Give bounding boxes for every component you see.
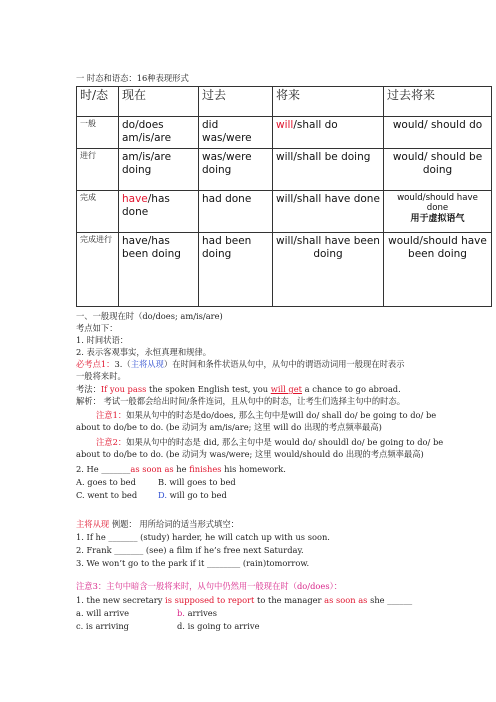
question: [76, 595, 412, 606]
table-cell-text: /has done: [122, 193, 170, 218]
highlight-text: as soon as: [324, 595, 368, 605]
text-span: 如果从句中的时态是 did, 那么主句中是 would do/ shouldl do/ be going to do/ be: [126, 437, 444, 447]
highlight-text: have: [122, 193, 148, 205]
text-line: 一般将来时。: [76, 371, 126, 381]
table-cell: will/shall have been doing: [273, 233, 384, 307]
option: d. is going to arrive: [177, 621, 260, 631]
row-label: 进行: [77, 149, 119, 191]
table-cell: had done: [199, 191, 273, 233]
text-line: 1. 时间状语：: [76, 335, 129, 345]
highlight-text: will: [276, 119, 294, 131]
note-label: 注意2：: [96, 437, 127, 447]
text-line: 2. 表示客观事实，永恒真理和规律。: [76, 347, 212, 357]
table-row: [77, 117, 492, 149]
note-heading: 注意3：主句中暗含一般将来时，从句中仍然用一般现在时（do/does）：: [76, 581, 343, 591]
note-line: [96, 410, 436, 421]
table-cell: would/should have been doing: [384, 233, 492, 307]
table-header: 将来: [273, 87, 384, 117]
table-cell-text: would/should have done: [397, 193, 478, 213]
table-cell: do/does am/is/are: [119, 117, 199, 149]
section-heading: 一 时态和语态：16种表现形式: [76, 73, 189, 83]
exercise-item: 2. Frank _______ (see) a film if he’s free next Saturday.: [76, 545, 304, 555]
table-cell: am/is/are doing: [119, 149, 199, 191]
text-line: about to do/be to do. (be 动词为 am/is/are; 这里 will do 出现的考点频率最高): [76, 422, 382, 432]
highlight-text: is supposed to report: [165, 595, 255, 605]
option: A. goes to bed: [76, 477, 136, 487]
exercise-title: [76, 519, 239, 530]
text-line: about to do/be to do. (be 动词为 was/were; 这里 would/should do 出现的考点频率最高): [76, 449, 424, 459]
table-row: [77, 233, 492, 307]
table-cell: will/shall be doing: [273, 149, 384, 191]
table-header: 时/态: [77, 87, 119, 117]
exercise-item: 3. We won’t go to the park if it ________ (rain)tomorrow.: [76, 558, 310, 568]
row-label: 一般: [77, 117, 119, 149]
text-line: 考点如下：: [76, 323, 118, 333]
table-cell: [384, 191, 492, 233]
key-point-label: 必考点1：: [76, 359, 115, 369]
table-cell-text: /shall do: [293, 119, 338, 131]
text-span: his homework.: [221, 464, 286, 474]
answer-marker: D.: [158, 490, 167, 500]
table-cell: would/ should do: [384, 117, 492, 149]
text-span: the spoken English test, you: [146, 384, 271, 394]
text-span: will go to bed: [167, 490, 227, 500]
highlight-text: If you pass: [100, 384, 147, 394]
table-cell: will/shall have done: [273, 191, 384, 233]
key-point: [76, 359, 405, 370]
text-span: arrives: [184, 608, 217, 618]
question: [76, 464, 286, 475]
table-cell: have/has been doing: [119, 233, 199, 307]
exercise-item: 1. If he _______ (study) harder, he will catch up with us soon.: [76, 532, 330, 542]
section-title: 一、一般现在时（do/does; am/is/are): [76, 311, 223, 321]
option: B. will goes to bed: [158, 477, 236, 487]
tense-table: [76, 86, 492, 307]
table-header: 过去: [199, 87, 273, 117]
key-term: 主将从现: [130, 359, 164, 369]
row-label: 完成: [77, 191, 119, 233]
table-row: [77, 149, 492, 191]
highlight-text: will get: [270, 384, 302, 394]
highlight-text: 主将从现: [76, 519, 110, 529]
example-label: 考法：: [76, 384, 101, 394]
table-cell: [273, 117, 384, 149]
text-span: 3.（: [114, 359, 131, 369]
text-span: 例题： 用所给词的适当形式填空：: [109, 519, 239, 529]
table-cell-note: 用于虚拟语气: [410, 214, 465, 224]
table-cell: was/were doing: [199, 149, 273, 191]
table-cell: would/ should be doing: [384, 149, 492, 191]
text-span: a chance to go abroad.: [302, 384, 401, 394]
option: [158, 490, 227, 501]
table-header: 过去将来: [384, 87, 492, 117]
text-span: 如果从句中的时态是do/does, 那么主句中是will do/ shall do/ be going to do/ be: [126, 410, 437, 420]
option: C. went to bed: [76, 490, 138, 500]
text-span: she ______: [367, 595, 413, 605]
table-header-row: [77, 87, 492, 117]
answer-marker: b.: [177, 608, 185, 618]
option: [177, 608, 217, 619]
example-sentence: [76, 384, 401, 395]
text-span: to the manager: [254, 595, 325, 605]
text-line: 解析： 考试一般都会给出时间/条件连词，且从句中的时态，让考生们选择主句中的时态。: [76, 396, 406, 406]
table-cell: [119, 191, 199, 233]
option: c. is arriving: [76, 621, 129, 631]
highlight-text: as soon as: [130, 464, 174, 474]
text-span: he: [173, 464, 190, 474]
note-label: 注意1：: [96, 410, 127, 420]
option: a. will arrive: [76, 608, 130, 618]
text-span: 1. the new secretary: [76, 595, 166, 605]
table-cell: had been doing: [199, 233, 273, 307]
row-label: 完成进行: [77, 233, 119, 307]
table-header: 现在: [119, 87, 199, 117]
text-span: 2. He _______: [76, 464, 131, 474]
table-cell: did was/were: [199, 117, 273, 149]
text-span: ）在时间和条件状语从句中，从句中的谓语动词用一般现在时表示: [163, 359, 405, 369]
table-row: [77, 191, 492, 233]
highlight-text: finishes: [189, 464, 222, 474]
note-line: [96, 437, 443, 448]
